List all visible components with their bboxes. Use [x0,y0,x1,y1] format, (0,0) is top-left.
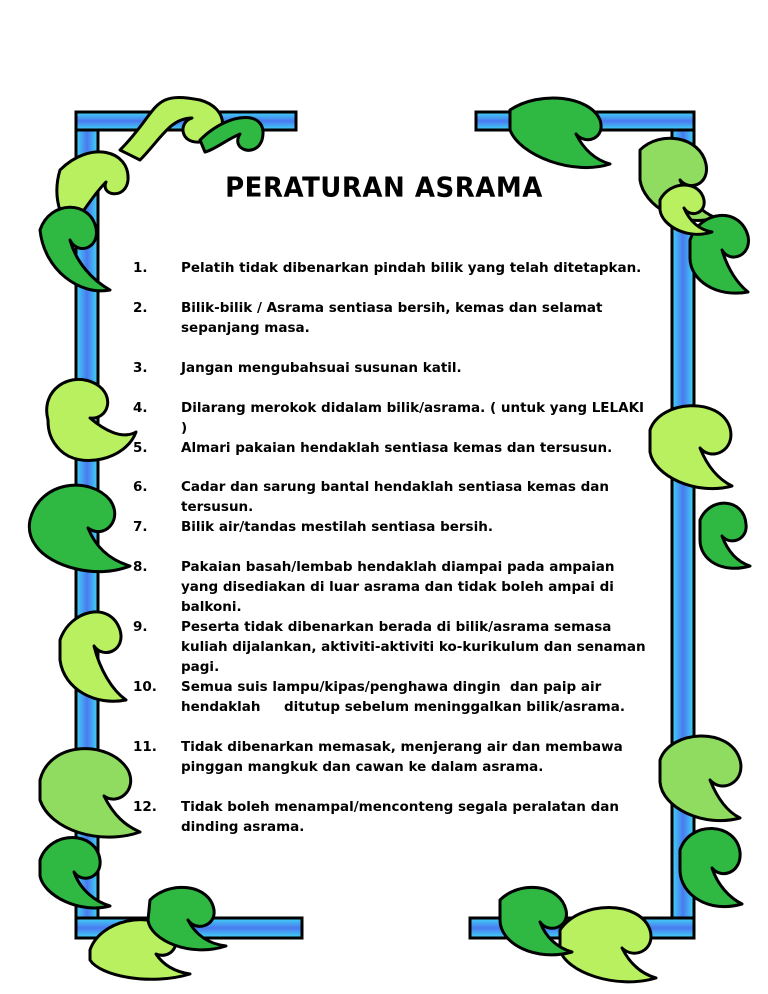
rule-number: 8. [133,559,148,575]
rule-number: 4. [133,400,148,416]
leaf-ornament-top-right [510,98,610,168]
rule-item [133,438,653,458]
rule-number: 10. [133,679,157,695]
rule-item [133,298,653,338]
leaf-ornament-right-mid [650,406,732,489]
rule-text: Jangan mengubahsuai susunan katil. [181,360,462,376]
leaf-ornament-bottom-right [560,908,656,982]
rule-number: 6. [133,479,148,495]
rule-text: Semua suis lampu/kipas/penghawa dingin dan paip air hendaklah ditutup sebelum meninggalkan bilik/asrama. [181,679,625,715]
rule-item [133,398,653,438]
rule-text: Peserta tidak dibenarkan berada di bilik/asrama semasa kuliah dijalankan, aktiviti-aktiviti ko-kurikulum dan senaman pagi. [181,619,646,675]
rule-number: 1. [133,260,148,276]
rule-number: 2. [133,300,148,316]
rule-item [133,677,653,717]
rule-item [133,258,653,278]
leaf-ornament-left-mid-2 [29,485,130,572]
rule-text: Dilarang merokok didalam bilik/asrama. ( untuk yang LELAKI ) [181,400,645,436]
rule-text: Tidak boleh menampal/menconteng segala peralatan dan dinding asrama. [181,799,619,835]
rule-item [133,477,653,517]
page-title: PERATURAN ASRAMA [225,172,543,204]
rule-item [133,797,653,837]
rule-text: Tidak dibenarkan memasak, menjerang air dan membawa pinggan mangkuk dan cawan ke dalam asrama. [181,739,623,775]
rule-item [133,617,653,677]
rule-number: 11. [133,739,157,755]
rule-item [133,517,653,537]
rule-text: Pelatih tidak dibenarkan pindah bilik yang telah ditetapkan. [181,260,642,276]
leaf-ornament-right-mid-2 [700,503,750,568]
rule-item [133,557,653,617]
rule-number: 12. [133,799,157,815]
rule-text: Almari pakaian hendaklah sentiasa kemas dan tersusun. [181,440,613,456]
leaf-ornament-left-mid-3 [60,612,126,701]
rule-number: 5. [133,440,148,456]
rule-number: 3. [133,360,148,376]
rule-number: 7. [133,519,148,535]
rule-number: 9. [133,619,148,635]
rule-text: Bilik-bilik / Asrama sentiasa bersih, kemas dan selamat sepanjang masa. [181,300,603,336]
rule-text: Bilik air/tandas mestilah sentiasa bersih. [181,519,493,535]
rule-text: Cadar dan sarung bantal hendaklah sentiasa kemas dan tersusun. [181,479,609,515]
leaf-ornament-left-mid [47,379,136,460]
rule-item [133,737,653,777]
rule-text: Pakaian basah/lembab hendaklah diampai pada ampaian yang disediakan di luar asrama dan tidak boleh ampai di balkoni. [181,559,615,615]
rule-item [133,358,653,378]
rules-list [133,258,653,835]
leaf-ornament-left-low [40,749,140,838]
